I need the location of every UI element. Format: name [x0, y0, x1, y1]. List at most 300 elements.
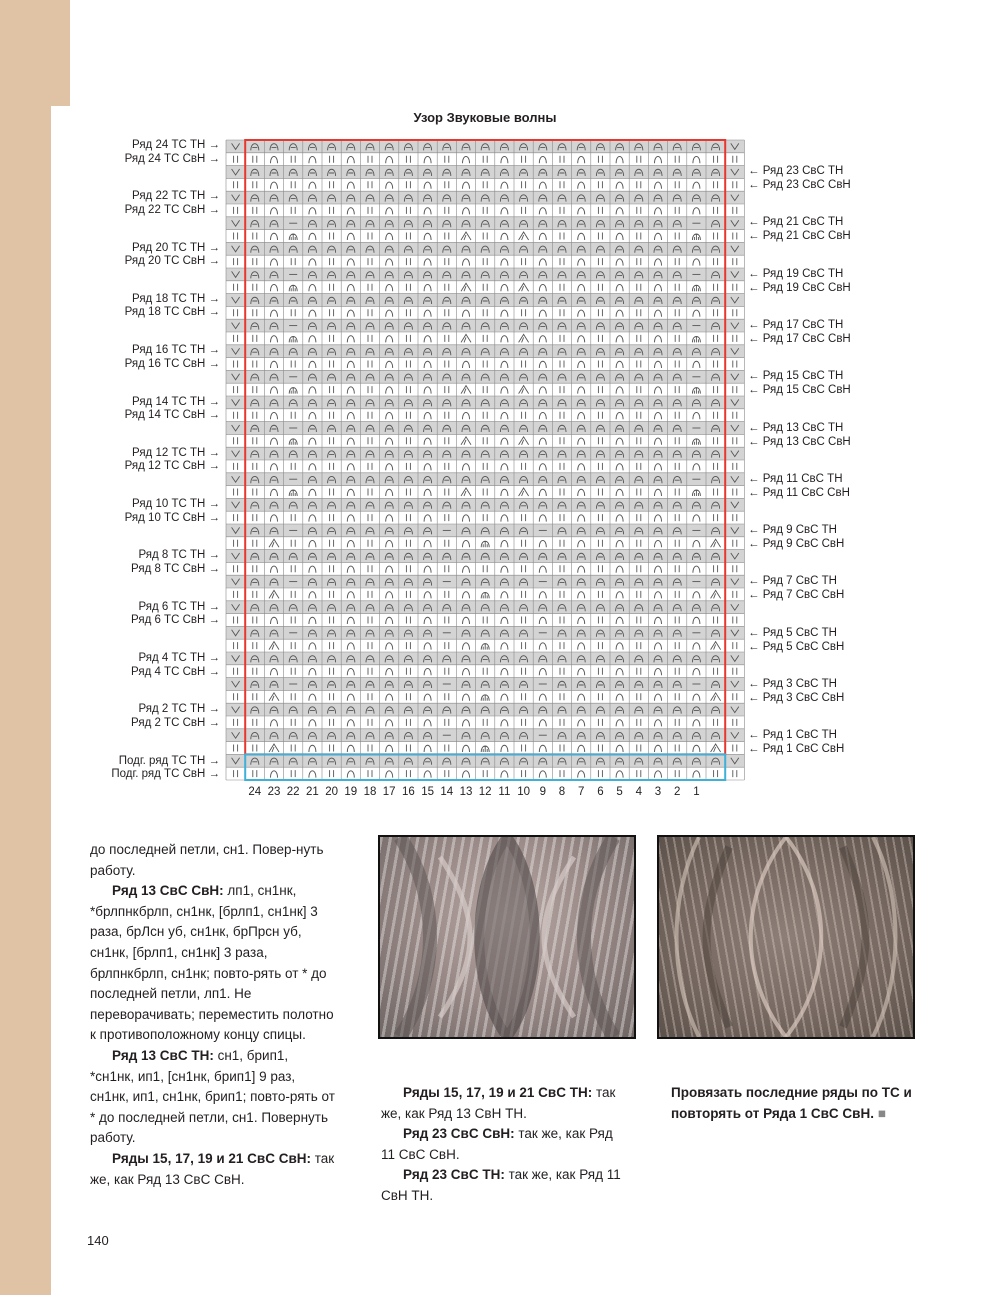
stitch-symbol-arch: [655, 208, 662, 215]
page-number: 140: [87, 1233, 109, 1248]
stitch-symbol-arch: [616, 336, 623, 343]
stitch-symbol-bars: [598, 668, 602, 675]
right-row-label: ← Ряд 17 СвС ТН: [748, 318, 844, 331]
stitch-symbol-arch: [347, 566, 354, 573]
chart-shaded-row: [226, 498, 744, 511]
stitch-symbol-bars: [483, 412, 487, 419]
stitch-symbol-dec: [519, 232, 529, 240]
stitch-symbol-bars: [291, 181, 295, 188]
stitch-symbol-bars: [368, 719, 372, 726]
left-row-label: Ряд 12 ТС СвН →: [124, 460, 220, 473]
stitch-symbol-bars: [330, 335, 334, 342]
stitch-symbol-dec: [461, 488, 471, 496]
stitch-symbol-arch: [386, 387, 393, 394]
stitch-symbol-bars: [406, 361, 410, 368]
stitch-symbol-bars: [406, 489, 410, 496]
stitch-symbol-bars: [733, 693, 737, 700]
stitch-symbol-arch: [578, 361, 585, 368]
stitch-symbol-bars: [560, 514, 564, 521]
stitch-symbol-arch: [309, 566, 316, 573]
instructions-column-2: [381, 1083, 621, 1207]
stitch-symbol-arch: [616, 720, 623, 727]
stitch-symbol-arch: [309, 540, 316, 547]
stitch-symbol-bars: [253, 565, 257, 572]
stitch-symbol-arch: [271, 464, 278, 471]
stitch-symbol-bars: [253, 489, 257, 496]
stitch-symbol-arch: [693, 540, 700, 547]
stitch-symbol-bars: [714, 437, 718, 444]
stitch-symbol-bars: [234, 181, 238, 188]
stitch-symbol-arch: [347, 464, 354, 471]
stitch-symbol-arch: [347, 489, 354, 496]
stitch-symbol-bars: [598, 181, 602, 188]
stitch-symbol-bars: [675, 412, 679, 419]
stitch-symbol-bars: [733, 156, 737, 163]
stitch-symbol-bars: [733, 386, 737, 393]
stitch-symbol-arch: [655, 643, 662, 650]
stitch-symbol-arch: [693, 771, 700, 778]
stitch-symbol-arch: [424, 387, 431, 394]
stitch-symbol-bars: [330, 309, 334, 316]
stitch-symbol-arch: [424, 720, 431, 727]
stitch-symbol-bars: [234, 412, 238, 419]
instruction-rows15-21-ws: Ряды 15, 17, 19 и 21 СвС ТН: так же, как Ряд 13 СвН ТН.: [381, 1085, 616, 1121]
stitch-symbol-bars: [637, 156, 641, 163]
stitch-symbol-bars: [406, 693, 410, 700]
left-row-label: Ряд 2 ТС СвН →: [131, 716, 220, 729]
stitch-symbol-arch: [693, 643, 700, 650]
instruction-rows15-21-rs: Ряды 15, 17, 19 и 21 СвС СвН: так же, как Ряд 13 СвС СвН.: [90, 1150, 335, 1187]
stitch-symbol-arch: [693, 617, 700, 624]
stitch-symbol-bars: [637, 540, 641, 547]
stitch-symbol-arch: [578, 336, 585, 343]
stitch-symbol-arch: [693, 515, 700, 522]
stitch-symbol-arch: [578, 387, 585, 394]
stitch-symbol-bars: [733, 565, 737, 572]
stitch-symbol-arch: [616, 156, 623, 163]
stitch-symbol-dec: [519, 437, 529, 445]
stitch-symbol-bars: [253, 361, 257, 368]
stitch-symbol-bars: [522, 719, 526, 726]
stitch-symbol-bars: [406, 668, 410, 675]
stitch-symbol-bars: [637, 309, 641, 316]
chart-shaded-row: [226, 575, 744, 588]
stitch-symbol-arch: [539, 259, 546, 266]
stitch-symbol-tree: [289, 439, 297, 445]
stitch-symbol-arch: [309, 617, 316, 624]
stitch-symbol-arch: [539, 566, 546, 573]
stitch-symbol-arch: [271, 336, 278, 343]
stitch-symbol-bars: [675, 617, 679, 624]
stitch-symbol-bars: [330, 258, 334, 265]
stitch-symbol-arch: [616, 617, 623, 624]
stitch-symbol-bars: [291, 668, 295, 675]
stitch-symbol-arch: [386, 745, 393, 752]
column-number: 22: [286, 786, 300, 798]
stitch-symbol-arch: [347, 259, 354, 266]
stitch-symbol-arch: [501, 310, 508, 317]
stitch-symbol-arch: [655, 361, 662, 368]
stitch-symbol-bars: [445, 770, 449, 777]
stitch-symbol-bars: [637, 668, 641, 675]
stitch-symbol-arch: [347, 771, 354, 778]
chart-title: Узор Звуковые волны: [413, 110, 557, 125]
stitch-symbol-bars: [291, 156, 295, 163]
stitch-symbol-arch: [386, 566, 393, 573]
stitch-symbol-bars: [598, 514, 602, 521]
stitch-symbol-bars: [406, 258, 410, 265]
stitch-symbol-bars: [253, 719, 257, 726]
stitch-symbol-bars: [522, 361, 526, 368]
stitch-symbol-bars: [445, 207, 449, 214]
stitch-symbol-arch: [347, 643, 354, 650]
stitch-symbol-bars: [598, 540, 602, 547]
stitch-symbol-bars: [330, 719, 334, 726]
stitch-symbol-bars: [253, 335, 257, 342]
stitch-symbol-tree: [289, 388, 297, 394]
chart-shaded-row: [226, 166, 744, 179]
stitch-symbol-arch: [539, 156, 546, 163]
stitch-symbol-arch: [424, 515, 431, 522]
stitch-symbol-arch: [386, 438, 393, 445]
stitch-symbol-bars: [253, 412, 257, 419]
column-number: 12: [478, 786, 492, 798]
stitch-symbol-bars: [253, 617, 257, 624]
stitch-symbol-arch: [386, 617, 393, 624]
stitch-symbol-bars: [406, 284, 410, 291]
stitch-symbol-bars: [675, 207, 679, 214]
stitch-symbol-bars: [522, 463, 526, 470]
left-row-label: Ряд 24 ТС СвН →: [124, 152, 220, 165]
stitch-symbol-arch: [616, 182, 623, 189]
stitch-symbol-arch: [539, 361, 546, 368]
right-row-label: ← Ряд 19 СвС СвН: [748, 281, 851, 294]
stitch-symbol-bars: [714, 335, 718, 342]
stitch-symbol-arch: [501, 387, 508, 394]
stitch-symbol-dec: [519, 283, 529, 291]
stitch-symbol-bars: [714, 361, 718, 368]
stitch-symbol-bars: [291, 591, 295, 598]
stitch-symbol-arch: [539, 617, 546, 624]
stitch-symbol-arch: [271, 310, 278, 317]
stitch-symbol-arch: [424, 592, 431, 599]
stitch-symbol-arch: [463, 745, 470, 752]
stitch-symbol-arch: [463, 259, 470, 266]
stitch-symbol-arch: [693, 694, 700, 701]
stitch-symbol-bars: [560, 617, 564, 624]
right-row-label: ← Ряд 7 СвС СвН: [748, 589, 845, 602]
stitch-symbol-arch: [539, 336, 546, 343]
stitch-symbol-bars: [675, 668, 679, 675]
stitch-symbol-bars: [291, 207, 295, 214]
stitch-symbol-bars: [560, 565, 564, 572]
stitch-symbol-dec: [461, 232, 471, 240]
stitch-symbol-arch: [309, 233, 316, 240]
stitch-symbol-arch: [693, 745, 700, 752]
stitch-symbol-arch: [578, 592, 585, 599]
right-row-label: ← Ряд 23 СвС ТН: [748, 165, 844, 177]
stitch-symbol-bars: [234, 258, 238, 265]
stitch-symbol-bars: [675, 258, 679, 265]
left-row-label: Ряд 20 ТС ТН →: [132, 241, 220, 254]
stitch-symbol-bars: [733, 412, 737, 419]
stitch-symbol-bars: [445, 284, 449, 291]
left-row-label: Ряд 18 ТС ТН →: [132, 292, 220, 305]
stitch-symbol-bars: [598, 412, 602, 419]
stitch-symbol-bars: [637, 258, 641, 265]
left-row-label: Подг. ряд ТС СвН →: [111, 768, 220, 781]
stitch-symbol-arch: [501, 566, 508, 573]
stitch-symbol-arch: [616, 233, 623, 240]
stitch-symbol-tree: [481, 541, 489, 547]
stitch-symbol-arch: [501, 540, 508, 547]
stitch-symbol-bars: [368, 207, 372, 214]
stitch-symbol-arch: [655, 464, 662, 471]
stitch-symbol-dec: [461, 386, 471, 394]
chart-shaded-row: [226, 626, 744, 639]
stitch-symbol-bars: [368, 591, 372, 598]
stitch-symbol-arch: [347, 336, 354, 343]
stitch-symbol-arch: [578, 540, 585, 547]
stitch-symbol-bars: [560, 412, 564, 419]
stitch-symbol-arch: [424, 771, 431, 778]
stitch-symbol-tree: [481, 592, 489, 598]
stitch-symbol-tree: [481, 746, 489, 752]
chart-shaded-row: [226, 191, 744, 204]
right-row-label: ← Ряд 19 СвС ТН: [748, 267, 844, 280]
stitch-symbol-arch: [655, 720, 662, 727]
column-number: 4: [635, 786, 642, 798]
stitch-symbol-arch: [501, 412, 508, 419]
stitch-symbol-bars: [483, 233, 487, 240]
stitch-symbol-dec: [711, 642, 721, 650]
right-row-label: ← Ряд 23 СвС СвН: [748, 179, 851, 191]
stitch-symbol-arch: [463, 208, 470, 215]
stitch-symbol-bars: [675, 156, 679, 163]
right-row-label: ← Ряд 3 СвС СвН: [748, 692, 845, 704]
stitch-symbol-bars: [234, 514, 238, 521]
left-row-label: Ряд 14 ТС ТН →: [132, 395, 220, 408]
stitch-symbol-arch: [309, 515, 316, 522]
stitch-symbol-bars: [291, 719, 295, 726]
stitch-symbol-bars: [368, 540, 372, 547]
stitch-symbol-bars: [368, 565, 372, 572]
stitch-symbol-bars: [714, 207, 718, 214]
stitch-symbol-arch: [309, 694, 316, 701]
stitch-symbol-bars: [733, 335, 737, 342]
stitch-symbol-bars: [253, 642, 257, 649]
stitch-symbol-bars: [253, 233, 257, 240]
stitch-symbol-bars: [368, 642, 372, 649]
stitch-symbol-bars: [234, 668, 238, 675]
instruction-repeat: Провязать последние ряды по ТС и повторять от Ряда 1 СвС СвН. ■: [671, 1085, 912, 1121]
stitch-symbol-bars: [291, 463, 295, 470]
stitch-symbol-arch: [309, 720, 316, 727]
stitch-symbol-arch: [309, 208, 316, 215]
stitch-symbol-bars: [560, 181, 564, 188]
stitch-symbol-arch: [347, 361, 354, 368]
left-row-label: Ряд 10 ТС ТН →: [132, 498, 220, 511]
stitch-symbol-arch: [463, 412, 470, 419]
stitch-symbol-arch: [693, 592, 700, 599]
stitch-symbol-arch: [424, 233, 431, 240]
stitch-symbol-bars: [406, 565, 410, 572]
stitch-symbol-arch: [386, 208, 393, 215]
stitch-symbol-arch: [271, 412, 278, 419]
swatch-texture-light: [380, 837, 634, 1037]
stitch-symbol-bars: [483, 463, 487, 470]
chart-shaded-row: [226, 754, 744, 767]
stitch-symbol-arch: [501, 771, 508, 778]
stitch-symbol-arch: [309, 438, 316, 445]
stitch-symbol-bars: [733, 207, 737, 214]
stitch-symbol-arch: [616, 745, 623, 752]
stitch-symbol-arch: [347, 617, 354, 624]
stitch-symbol-arch: [578, 259, 585, 266]
chart-shaded-row: [226, 729, 744, 742]
stitch-symbol-arch: [386, 668, 393, 675]
right-row-label: ← Ряд 13 СвС СвН: [748, 435, 851, 448]
stitch-symbol-arch: [616, 284, 623, 291]
stitch-symbol-arch: [309, 259, 316, 266]
stitch-symbol-tree: [289, 490, 297, 496]
stitch-symbol-arch: [655, 310, 662, 317]
stitch-symbol-bars: [598, 258, 602, 265]
stitch-symbol-arch: [616, 361, 623, 368]
stitch-symbol-bars: [637, 233, 641, 240]
stitch-symbol-arch: [463, 643, 470, 650]
stitch-symbol-bars: [733, 309, 737, 316]
stitch-symbol-bars: [330, 565, 334, 572]
stitch-symbol-arch: [463, 566, 470, 573]
left-row-label: Ряд 12 ТС ТН →: [132, 446, 220, 459]
stitch-symbol-bars: [330, 770, 334, 777]
stitch-symbol-bars: [445, 591, 449, 598]
stitch-symbol-arch: [578, 515, 585, 522]
stitch-symbol-bars: [637, 770, 641, 777]
stitch-symbol-arch: [578, 745, 585, 752]
stitch-symbol-arch: [693, 464, 700, 471]
stitch-symbol-bars: [675, 181, 679, 188]
instruction-row13-ws-rs: Ряд 13 СвС СвН: лп1, сн1нк, *брлпнкбрлп, сн1нк, [брлп1, сн1нк] 3 раза, брЛсн уб, сн1нк, брПрсн уб, сн1нк, [брлп1, сн1нк] 3 раза, брлпнкбрлп, сн1нк; повто-рять от * до последней петли, лп1. Не переворачивать; переместить полотно к противоположному концу спицы.: [90, 883, 334, 1043]
stitch-symbol-arch: [578, 489, 585, 496]
stitch-symbol-bars: [445, 156, 449, 163]
stitch-symbol-bars: [406, 514, 410, 521]
stitch-symbol-bars: [330, 514, 334, 521]
stitch-symbol-arch: [309, 156, 316, 163]
chart-shaded-row: [226, 422, 744, 435]
chart-shaded-row: [226, 242, 744, 255]
stitch-symbol-arch: [578, 771, 585, 778]
stitch-symbol-arch: [578, 284, 585, 291]
stitch-symbol-bars: [445, 719, 449, 726]
stitch-symbol-arch: [693, 361, 700, 368]
stitch-symbol-arch: [424, 617, 431, 624]
stitch-symbol-bars: [522, 617, 526, 624]
stitch-symbol-arch: [463, 515, 470, 522]
stitch-symbol-arch: [539, 592, 546, 599]
stitch-symbol-arch: [693, 156, 700, 163]
stitch-symbol-arch: [539, 694, 546, 701]
stitch-symbol-bars: [406, 745, 410, 752]
stitch-symbol-arch: [347, 182, 354, 189]
stitch-symbol-bars: [445, 693, 449, 700]
stitch-symbol-bars: [368, 258, 372, 265]
stitch-symbol-arch: [386, 694, 393, 701]
stitch-symbol-bars: [714, 284, 718, 291]
stitch-symbol-arch: [463, 668, 470, 675]
stitch-symbol-bars: [598, 309, 602, 316]
stitch-symbol-bars: [253, 309, 257, 316]
column-number: 9: [539, 786, 546, 798]
stitch-symbol-arch: [347, 540, 354, 547]
stitch-symbol-bars: [234, 335, 238, 342]
stitch-symbol-bars: [234, 591, 238, 598]
end-mark-icon: ■: [877, 1105, 886, 1121]
stitch-symbol-arch: [501, 259, 508, 266]
stitch-symbol-dec: [711, 590, 721, 598]
stitch-symbol-arch: [616, 515, 623, 522]
stitch-symbol-arch: [578, 310, 585, 317]
stitch-symbol-bars: [714, 412, 718, 419]
left-row-label: Ряд 18 ТС СвН →: [124, 306, 220, 319]
stitch-symbol-arch: [539, 489, 546, 496]
stitch-symbol-dec: [519, 334, 529, 342]
stitch-symbol-arch: [271, 208, 278, 215]
stitch-symbol-arch: [501, 592, 508, 599]
stitch-symbol-bars: [483, 156, 487, 163]
stitch-symbol-arch: [424, 489, 431, 496]
stitch-symbol-bars: [291, 565, 295, 572]
stitch-symbol-bars: [598, 233, 602, 240]
stitch-symbol-arch: [616, 208, 623, 215]
stitch-symbol-bars: [445, 617, 449, 624]
stitch-symbol-arch: [501, 515, 508, 522]
stitch-symbol-arch: [309, 668, 316, 675]
stitch-symbol-bars: [330, 361, 334, 368]
stitch-symbol-arch: [578, 720, 585, 727]
chart-shaded-row: [226, 550, 744, 563]
stitch-symbol-arch: [539, 515, 546, 522]
stitch-symbol-bars: [406, 463, 410, 470]
instruction-row23-ws: Ряд 23 СвС ТН: так же, как Ряд 11 СвН ТН.: [381, 1167, 621, 1203]
stitch-symbol-bars: [368, 386, 372, 393]
instruction-row13-ws-ws: Ряд 13 СвС ТН: сн1, брип1, *сн1нк, ип1, [сн1нк, брип1] 9 раз, сн1нк, ип1, сн1нк, брип1; повто-рять от * до последней петли, сн1. Повернуть работу.: [90, 1047, 335, 1146]
stitch-symbol-arch: [501, 745, 508, 752]
stitch-symbol-arch: [501, 284, 508, 291]
stitch-symbol-arch: [347, 387, 354, 394]
right-row-label: ← Ряд 5 СвС СвН: [748, 640, 845, 653]
stitch-symbol-arch: [655, 438, 662, 445]
stitch-symbol-bars: [368, 156, 372, 163]
stitch-symbol-bars: [560, 258, 564, 265]
stitch-symbol-arch: [693, 259, 700, 266]
stitch-symbol-arch: [578, 668, 585, 675]
right-row-label: ← Ряд 9 СвС ТН: [748, 524, 837, 537]
stitch-symbol-arch: [386, 233, 393, 240]
stitch-symbol-bars: [368, 463, 372, 470]
stitch-symbol-bars: [522, 668, 526, 675]
stitch-symbol-arch: [463, 592, 470, 599]
stitch-symbol-arch: [386, 412, 393, 419]
stitch-symbol-bars: [330, 540, 334, 547]
stitch-symbol-bars: [445, 335, 449, 342]
stitch-symbol-arch: [271, 156, 278, 163]
stitch-symbol-bars: [330, 284, 334, 291]
stitch-symbol-arch: [271, 617, 278, 624]
right-row-label: ← Ряд 13 СвС ТН: [748, 421, 844, 434]
stitch-symbol-arch: [271, 182, 278, 189]
